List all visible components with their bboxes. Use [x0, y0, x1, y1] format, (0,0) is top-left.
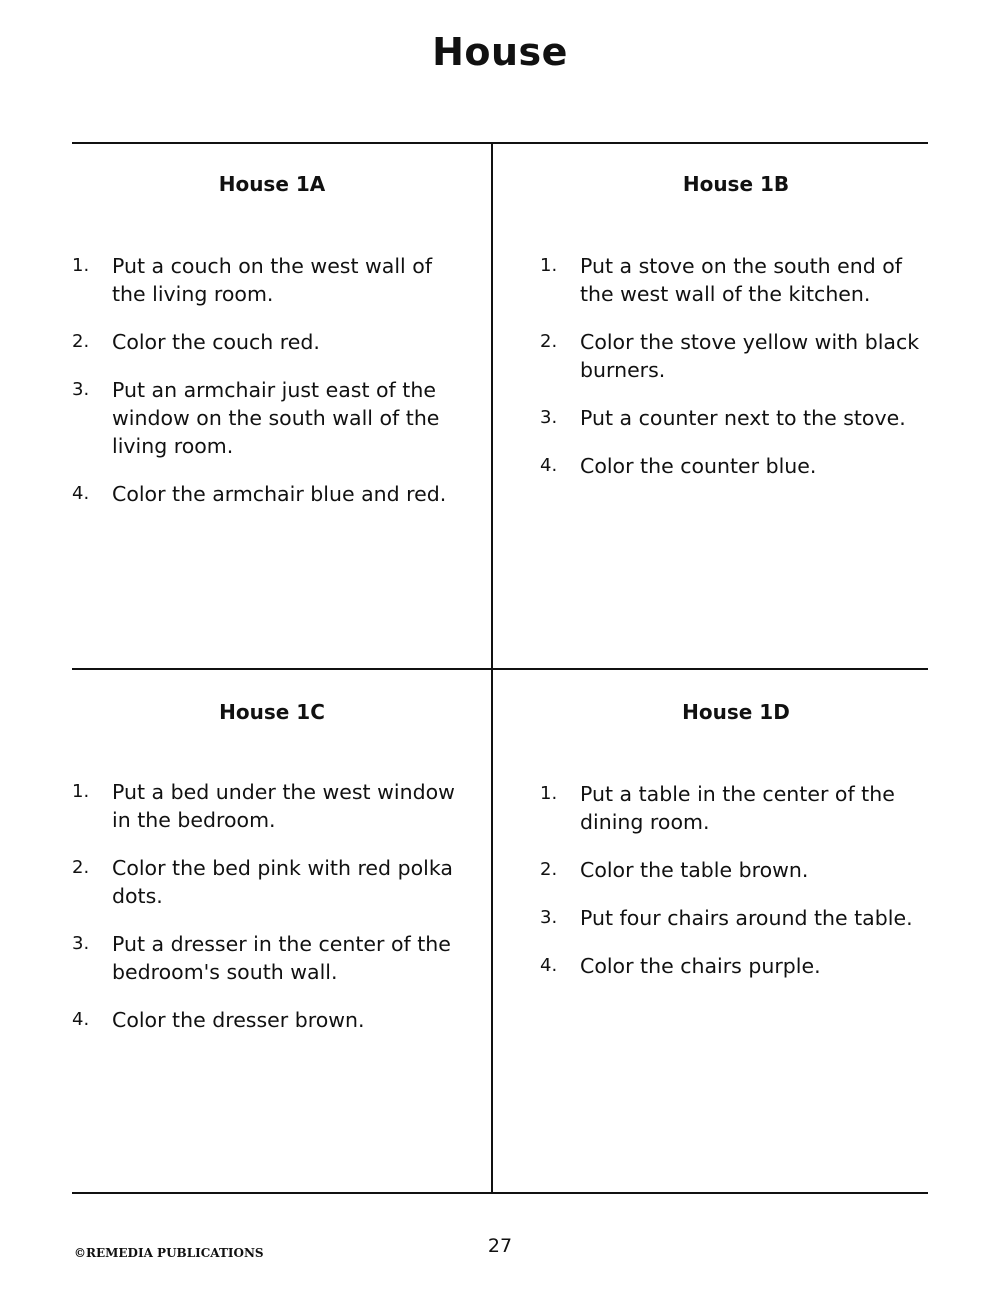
step-number: 4. [72, 1009, 90, 1030]
step-text: Put a couch on the west wall of the living room. [112, 254, 433, 306]
step-number: 3. [72, 379, 90, 400]
quadrant-house-1d [540, 700, 932, 1000]
instruction-item [72, 854, 472, 910]
step-text: Color the armchair blue and red. [112, 482, 447, 506]
step-text: Color the chairs purple. [580, 954, 821, 978]
step-number: 1. [540, 255, 558, 276]
instruction-list [72, 252, 472, 508]
instruction-item [540, 952, 932, 980]
instruction-item [540, 328, 932, 384]
instruction-item [540, 404, 932, 432]
step-number: 3. [540, 407, 558, 428]
top-rule [72, 142, 928, 144]
step-text: Put a bed under the west window in the bedroom. [112, 780, 455, 832]
step-number: 4. [72, 483, 90, 504]
page-number: 27 [487, 1235, 513, 1257]
instruction-item [540, 252, 932, 308]
step-text: Put four chairs around the table. [580, 906, 913, 930]
instruction-item [72, 778, 472, 834]
page-title: House [432, 30, 568, 74]
instruction-item [540, 904, 932, 932]
step-text: Color the table brown. [580, 858, 809, 882]
step-text: Color the couch red. [112, 330, 320, 354]
quadrant-house-1c [72, 700, 472, 1054]
step-number: 4. [540, 955, 558, 976]
step-text: Color the dresser brown. [112, 1008, 365, 1032]
quadrant-house-1a [72, 172, 472, 528]
step-number: 1. [72, 255, 90, 276]
instruction-list [72, 778, 472, 1034]
instruction-item [72, 376, 472, 460]
step-text: Color the counter blue. [580, 454, 817, 478]
instruction-list [540, 780, 932, 980]
step-number: 2. [540, 859, 558, 880]
step-number: 3. [540, 907, 558, 928]
center-divider [491, 142, 493, 1194]
instruction-item [72, 328, 472, 356]
instruction-item [540, 780, 932, 836]
quadrant-heading: House 1B [682, 172, 790, 196]
instruction-item [72, 930, 472, 986]
step-text: Color the bed pink with red polka dots. [112, 856, 453, 908]
instruction-item [540, 452, 932, 480]
quadrant-heading: House 1C [219, 700, 325, 724]
step-text: Put a counter next to the stove. [580, 406, 906, 430]
instruction-item [540, 856, 932, 884]
quadrant-heading: House 1D [682, 700, 790, 724]
step-text: Color the stove yellow with black burners. [580, 330, 920, 382]
step-number: 1. [540, 783, 558, 804]
step-number: 2. [72, 331, 90, 352]
publisher-credit: ©REMEDIA PUBLICATIONS [74, 1246, 264, 1260]
step-text: Put an armchair just east of the window on the south wall of the living room. [112, 378, 440, 458]
step-number: 4. [540, 455, 558, 476]
bottom-rule [72, 1192, 928, 1194]
step-number: 2. [72, 857, 90, 878]
middle-rule [72, 668, 928, 670]
instruction-item [72, 1006, 472, 1034]
quadrant-heading: House 1A [218, 172, 326, 196]
instruction-item [72, 480, 472, 508]
instruction-item [72, 252, 472, 308]
instruction-list [540, 252, 932, 480]
step-number: 3. [72, 933, 90, 954]
quadrant-house-1b [540, 172, 932, 500]
step-text: Put a stove on the south end of the west wall of the kitchen. [580, 254, 903, 306]
step-text: Put a dresser in the center of the bedroom's south wall. [112, 932, 451, 984]
step-text: Put a table in the center of the dining room. [580, 782, 895, 834]
step-number: 2. [540, 331, 558, 352]
step-number: 1. [72, 781, 90, 802]
